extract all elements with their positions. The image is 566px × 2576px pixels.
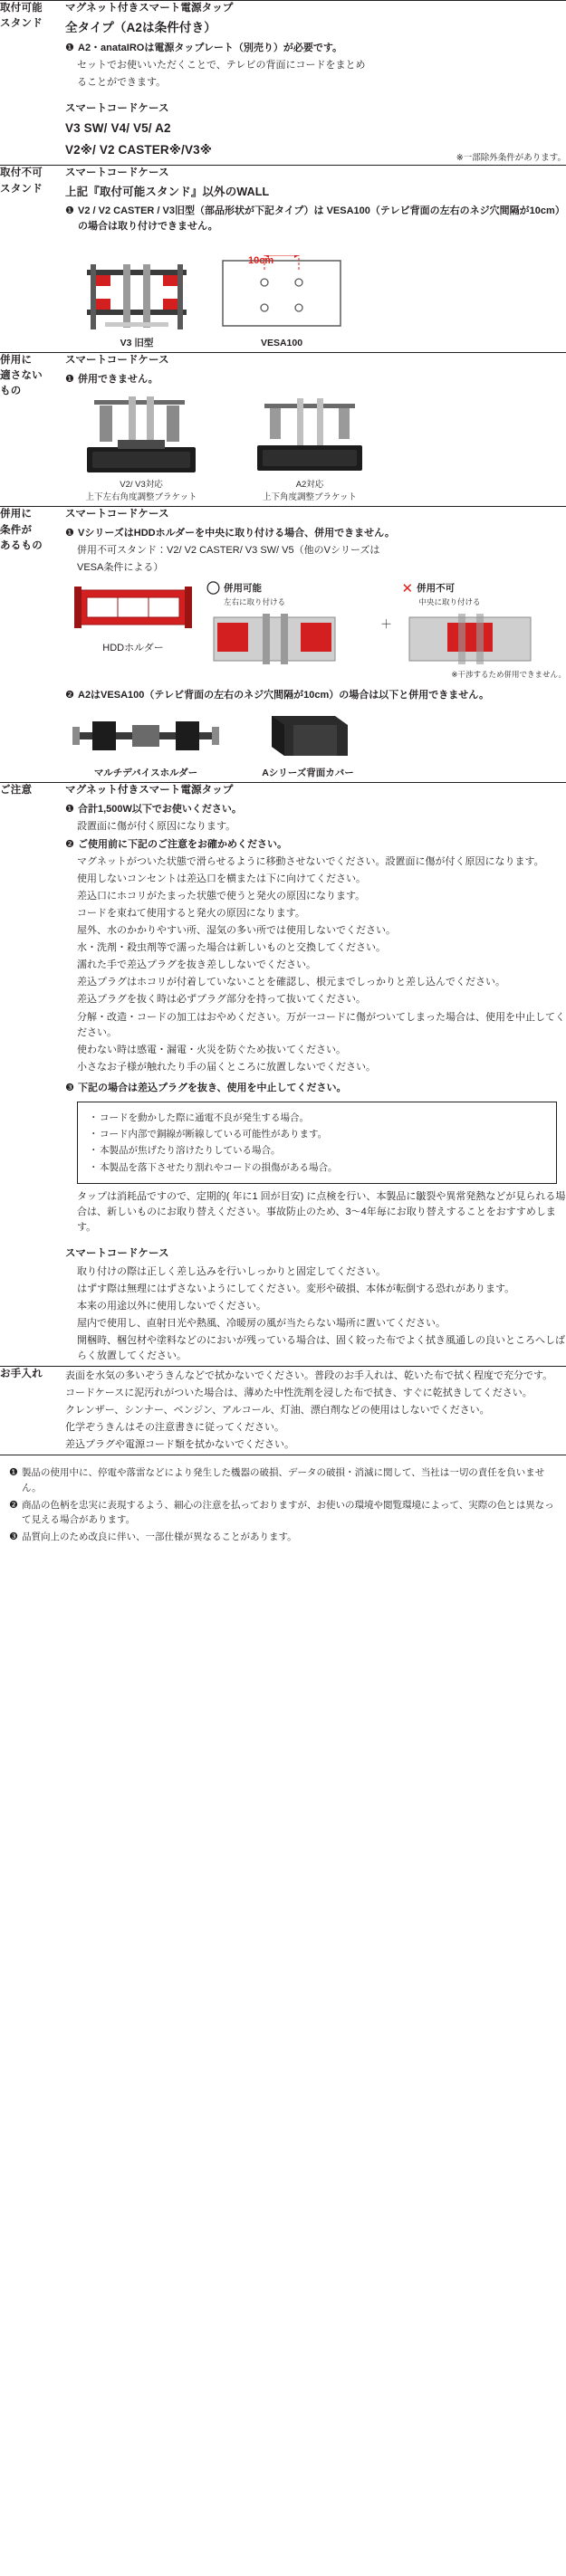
footer-note-3: ❸ 品質向上のため改良に伴い、一部仕様が異なることがあります。 xyxy=(9,1530,555,1544)
label-line-1: お手入れ xyxy=(0,1369,43,1380)
section-title-cord-case-2: スマートコードケース xyxy=(65,167,169,179)
power-tap-note-1: セットでお使いいただくことで、テレビの背面にコードをまとめ xyxy=(77,59,366,71)
figure-caption-bracket-a2-line1: A2対応 xyxy=(295,479,324,490)
cord-case-caution-2: はずす際は無理にはずさないようにしてください。変形や破損、本体が転倒する恐れがあります。 xyxy=(77,1283,515,1294)
row-body-mountable-stands xyxy=(65,1,566,166)
figure-a-series-back-cover xyxy=(254,709,362,780)
caution-para-2: 使用しないコンセントは差込口を横または下に向けてください。 xyxy=(77,873,366,885)
caution-bullet-2: ❷ ご使用前に下記のご注意をお確かめください。 xyxy=(65,837,566,853)
label-line-1: 取付不可 xyxy=(0,167,43,179)
label-line-2: 適さない xyxy=(0,370,43,382)
cannot-combine-note: ❶ 併用できません。 xyxy=(65,372,566,387)
cord-case-models-2-text: V2※/ V2 CASTER※/V3※ xyxy=(65,142,212,157)
vesa-dimension-label: 10cm xyxy=(248,254,274,266)
ok-mount-illustration xyxy=(206,612,342,668)
care-para-2: コードケースに泥汚れがついた場合は、薄めた中性洗剤を浸した布で拭き、すぐに乾拭きしてください。 xyxy=(65,1388,532,1399)
care-para-4: 化学ぞうきんはその注意書きに従ってください。 xyxy=(65,1422,284,1434)
label-line-3: あるもの xyxy=(0,539,43,551)
multi-device-holder-illustration xyxy=(69,709,223,763)
row-label-caution xyxy=(0,783,65,1367)
row-body-care xyxy=(65,1367,566,1455)
cord-case-models-1: V3 SW/ V4/ V5/ A2 xyxy=(65,120,171,135)
ok-subtitle: 左右に取り付ける xyxy=(224,596,286,606)
caution-para-12: 小さなお子様が触れたり手の届くところに放置しないでください。 xyxy=(77,1061,376,1073)
row-label-non-mountable xyxy=(0,166,65,353)
footer-notes xyxy=(0,1455,566,1559)
footer-note-2: ❷ 商品の色柄を忠実に表現するよう、細心の注意を払っておりますが、お使いの環境や閲覧環境によって、実際の色とは異なって見える場合があります。 xyxy=(9,1498,555,1528)
label-line-2: 条件が xyxy=(0,524,33,536)
label-line-1: 取付可能 xyxy=(0,3,43,14)
vesa-restriction-note: ❶ V2 / V2 CASTER / V3旧型（部品形状が下記タイプ）は VESA100（テレビ背面の左右のネジ穴間隔が10cm）の場合は取り付けできません。 xyxy=(65,204,566,234)
label-line-1: 併用に xyxy=(0,509,33,520)
a2-vesa100-condition: ❷ A2はVESA100（テレビ背面の左右のネジ穴間隔が10cm）の場合は以下と併用できません。 xyxy=(65,688,566,703)
power-tap-bullet-1: ❶ A2・anataIROは電源タップレート（別売り）が必要です。 xyxy=(65,41,566,56)
cord-case-caution-3: 本来の用途以外に使用しないでください。 xyxy=(77,1300,266,1312)
figure-bracket-a2 xyxy=(237,395,382,505)
plus-icon: ＋ xyxy=(379,616,392,631)
section-title-cord-case-3: スマートコードケース xyxy=(65,354,169,366)
incompatible-stands-note-2: VESA条件による） xyxy=(77,562,164,574)
label-line-3: もの xyxy=(0,386,22,397)
row-label-mountable-stands xyxy=(0,1,65,166)
label-line-2: スタンド xyxy=(0,183,43,195)
vesa100-panel-illustration xyxy=(214,255,350,333)
hdd-holder-illustration xyxy=(65,581,201,637)
warning-box xyxy=(77,1102,557,1184)
figure-caption-v3-old: V3 旧型 xyxy=(120,337,154,348)
power-tap-note-2: ることができます。 xyxy=(77,76,167,88)
figure-caption-bracket-a2-line2: 上下角度調整ブラケット xyxy=(262,492,358,503)
okng-columns xyxy=(206,581,566,681)
cross-ng-icon: ✕ xyxy=(401,580,414,596)
care-para-3: クレンザー、シンナー、ベンジン、アルコール、灯油、漂白剤などの使用はしないでください。 xyxy=(65,1405,490,1417)
caution-para-6: 水・洗剤・殺虫剤等で濡った場合は新しいものと交換してください。 xyxy=(77,942,386,954)
label-line-2: スタンド xyxy=(0,18,43,30)
cord-case-caution-5: 開梱時、梱包材や塗料などのにおいが残っている場合は、固く絞った布でよく拭き風通しの良いところへしばらく放置してください。 xyxy=(77,1334,565,1362)
row-body-caution xyxy=(65,783,566,1367)
label-line-1: ご注意 xyxy=(0,785,33,797)
row-body-non-mountable xyxy=(65,166,566,353)
caution-para-7: 濡れた手で差込プラグを抜き差ししないでください。 xyxy=(77,959,316,971)
caution-bullet-3: ❸ 下記の場合は差込プラグを抜き、使用を中止してください。 xyxy=(65,1081,566,1096)
cord-case-caution-list xyxy=(77,1264,566,1364)
ng-title: 併用不可 xyxy=(417,583,456,595)
figure-v3-old xyxy=(69,262,205,350)
table-row-mountable-stands xyxy=(0,1,566,166)
interference-note: ※干渉するため併用できません。 xyxy=(451,669,566,679)
care-para-5: 差込プラグや電源コード類を拭かないでください。 xyxy=(65,1439,294,1451)
care-para-1: 表面を水気の多いぞうきんなどで拭かないでください。普段のお手入れは、乾いた布で拭く程度で充分です。 xyxy=(65,1370,553,1382)
figure-caption-bracket-v2v3-line1: V2/ V3対応 xyxy=(120,479,163,490)
ng-column xyxy=(402,581,566,667)
warning-item-2 xyxy=(100,1127,547,1141)
label-line-1: 併用に xyxy=(0,354,33,366)
circle-ok-icon: 〇 xyxy=(206,580,221,596)
hdd-holder-figure xyxy=(65,581,201,656)
figure-group-accessories xyxy=(69,709,566,780)
caution-para-3: 差込口にホコリがたまった状態で使うと発火の原因になります。 xyxy=(77,891,366,902)
figure-group-v3-vesa xyxy=(69,243,566,350)
figure-bracket-v2v3 xyxy=(69,395,214,505)
section-title-power-tap-caution: マグネット付きスマート電源タップ xyxy=(65,785,234,797)
figure-caption-vesa100: VESA100 xyxy=(260,337,303,348)
section-title-cord-case-caution: スマートコードケース xyxy=(65,1247,169,1259)
okng-comparison xyxy=(65,581,566,681)
incompatible-stands-note-1: 併用不可スタンド：V2/ V2 CASTER/ V3 SW/ V5（他のVシリーズは xyxy=(77,545,380,557)
caution-bullet-1: ❶ 合計1,500W以下でお使いください。 xyxy=(65,802,566,817)
caution-para-8: 差込プラグはホコリが付着していないことを確認し、根元までしっかりと差し込んでください。 xyxy=(77,977,505,988)
hdd-holder-condition: ❶ VシリーズはHDDホルダーを中央に取り付ける場合、併用できません。 xyxy=(65,526,566,541)
table-row-non-mountable-stands xyxy=(0,166,566,353)
footer-note-1: ❶ 製品の使用中に、停電や落雷などにより発生した機器の破損、データの破損・消滅に関して、当社は一切の責任を負いません。 xyxy=(9,1465,555,1495)
figure-caption-a-series-back-cover: Aシリーズ背面カバー xyxy=(262,767,354,778)
ng-header xyxy=(402,581,566,596)
cord-case-caution-4: 屋内で使用し、直射日光や熱風、冷暖房の風が当たらない場所に置いてください。 xyxy=(77,1317,446,1329)
figure-caption-bracket-v2v3-line2: 上下左右角度調整ブラケット xyxy=(85,492,197,503)
table-row-caution xyxy=(0,783,566,1367)
table-row-unsuitable-combination xyxy=(0,352,566,506)
non-mountable-wall: 上記『取付可能スタンド』以外のWALL xyxy=(65,186,270,199)
row-body-conditional xyxy=(65,507,566,783)
ok-title: 併用可能 xyxy=(224,583,263,595)
cord-case-caution-1: 取り付けの際は正しく差し込みを行いしっかりと固定してください。 xyxy=(77,1265,386,1277)
row-label-conditional xyxy=(0,507,65,783)
warning-item-2-text: コード内部で銅線が断線している可能性があります。 xyxy=(100,1129,328,1140)
ok-header xyxy=(206,581,371,596)
row-body-unsuitable xyxy=(65,352,566,506)
caution-para-1: マグネットがついた状態で滑らせるように移動させないでください。設置面に傷が付く原因になります。 xyxy=(77,856,544,868)
caution-bullet-1-note: 設置面に傷が付く原因になります。 xyxy=(77,821,236,833)
v2-v3-bracket-illustration xyxy=(69,395,214,478)
v3-old-bracket-illustration xyxy=(69,262,205,333)
caution-maintenance-para: タップは消耗品ですので、定期的( 年に1 回が目安) に点検を行い、本製品に皺裂や異常発熱などが見られる場合は、新しいものにお取り替えください。事故防止のため、3〜4年毎にお取り替えすることをおすすめします。 xyxy=(77,1190,566,1233)
row-label-care xyxy=(0,1367,65,1455)
figure-multi-device-holder xyxy=(69,709,223,780)
a2-bracket-illustration xyxy=(237,395,382,478)
ok-column xyxy=(206,581,371,667)
warning-item-4: ・ 本製品を落下させたり割れやコードの損傷がある場合。 xyxy=(100,1160,547,1175)
caution-para-10: 分解・改造・コードの加工はおやめください。万が一コードに傷がついてしまった場合は、使用を中止してください。 xyxy=(77,1011,565,1038)
row-label-unsuitable xyxy=(0,352,65,506)
caution-para-5: 屋外、水のかかりやすい所、湿気の多い所では使用しないでください。 xyxy=(77,925,396,937)
caution-para-11: 使わない時は感電・漏電・火災を防ぐため抜いてください。 xyxy=(77,1044,346,1055)
figure-group-brackets xyxy=(69,395,566,505)
section-title-cord-case: スマートコードケース xyxy=(65,102,169,114)
caution-paragraph-list xyxy=(77,854,566,1075)
ng-subtitle: 中央に取り付ける xyxy=(418,596,481,606)
warning-item-3: ・ 本製品が焦げたり溶けたりしている場合。 xyxy=(100,1143,547,1158)
warning-item-1: ・ コードを動かした際に通電不良が発生する場合。 xyxy=(100,1111,547,1125)
cord-case-exception-note: ※一部除外条件があります。 xyxy=(456,152,566,163)
figure-vesa100 xyxy=(214,243,350,350)
caution-para-9: 差込プラグを抜く時は必ずプラグ部分を持って抜いてください。 xyxy=(77,994,366,1006)
hdd-holder-caption: HDDホルダー xyxy=(102,643,164,654)
a-series-back-cover-illustration xyxy=(254,709,362,763)
section-title-cord-case-4: スマートコードケース xyxy=(65,509,169,520)
table-row-conditional-combination xyxy=(0,507,566,783)
caution-para-4: コードを束ねて使用すると発火の原因になります。 xyxy=(77,908,305,920)
section-title-power-tap: マグネット付きスマート電源タップ xyxy=(65,3,234,14)
figure-caption-multi-device-holder: マルチデバイスホルダー xyxy=(93,767,198,778)
ng-mount-illustration xyxy=(402,612,538,668)
table-row-care xyxy=(0,1367,566,1455)
power-tap-types: 全タイプ（A2は条件付き） xyxy=(65,20,216,34)
